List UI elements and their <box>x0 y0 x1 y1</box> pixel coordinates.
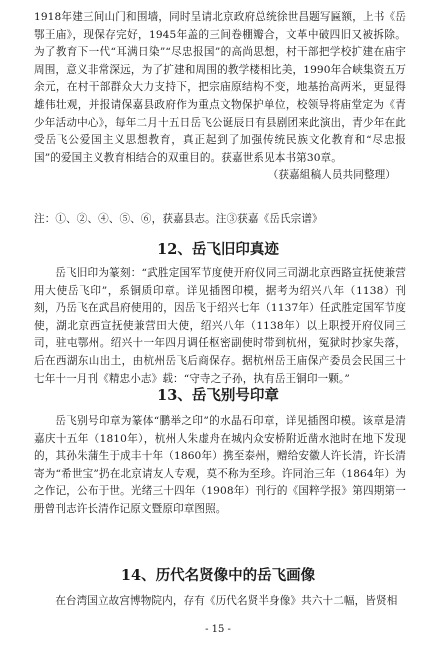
section-14-paragraph: 在台湾国立故宫博物院内，存有《历代名贤半身像》共六十二幅，皆贤相 <box>55 595 398 607</box>
compiler-signature: （获嘉組稿人员共同整理） <box>267 169 396 182</box>
section-11-paragraph: 1918年建三间山门和围墙，同时呈请北京政府总统徐世昌题写匾额，上书《岳鄂王庙》，现保存完好，1945年盖的三间卷棚瓣合，文革中破四旧又被拆除。为了教育下一代“耳满日染”“尽忠报国”的高尚思想，村干部把学校扩建在庙宇周围，意义非常深远，为了扩建和周围的教学楼相比美，1990年合峡集资五万余元，在村干部群众大力支持下，把宗庙原结构不变，地基抬高两米，更显得雄伟壮观，并报请保嘉县政府作为重点文物保护单位，校领导将庙堂定为《青少年活动中心》，每年二月十五日岳飞公诞辰日有县剧团来此演出，青少年在此受岳飞公爱国主义思想教育，真正起到了加强传统民族文化教育和“尽忠报国”的爱国主义教育相结合的双重目的。获嘉世系见本书第30章。 <box>34 11 406 164</box>
section-13-paragraph: 岳飞别号印章为篆体“鹏举之印”的水晶石印章，详见插图印模。该章是清嘉庆十五年（1810年），杭州人朱虚舟在城内众安桥附近凿水池时在地下发现的，其孙朱蒲生于成丰十年（1860年）携至泰州，赠给安徽人许长清，许长清寄为“希世宝”扔在北京请友人专观，莫不称为至珍。许同治三年（1864年）为之作记，公布于世。光绪三十四年（1908年）刊行的《国粹学报》第四期第一册曾刊志许长清作记原文暨原印章图照。 <box>34 415 406 515</box>
page-number: - 15 - <box>205 624 231 635</box>
section-13-heading: 13、岳飞别号印章 <box>157 387 279 404</box>
section-12-paragraph: 岳飞旧印为篆刻：“武胜定国军节度使开府仪同三司湖北京西路宣抚使兼营用大使岳飞印”，系铜质印章。详见插图印模，据考为绍兴八年（1138）刊刻，乃岳飞在武昌府使用的，因岳飞于绍兴七年（1137年）任武胜定国军节度使，湖北京西宣抚使兼营田大使，绍兴八年（1138年）以上职授开府仪同三司，驻屯鄂州。绍兴十一年四月调任枢密副使时带到杭州，冤狱时抄家失落，后在西湖东山出土，由杭州岳飞后商保存。据杭州岳王庙保产委员会民国三十七年十一月刊《精忠小志》载：“守寺之子孙，执有岳王铜印一颗。” <box>34 267 406 385</box>
section-11-body <box>34 9 406 185</box>
section-11-notes: 注：①、②、④、⑤、⑥，获嘉县志。注③获嘉《岳氏宗谱》 <box>34 213 323 225</box>
section-12-heading: 12、岳飞旧印真迹 <box>157 241 279 258</box>
section-14-heading: 14、历代名贤像中的岳飞画像 <box>120 567 316 584</box>
